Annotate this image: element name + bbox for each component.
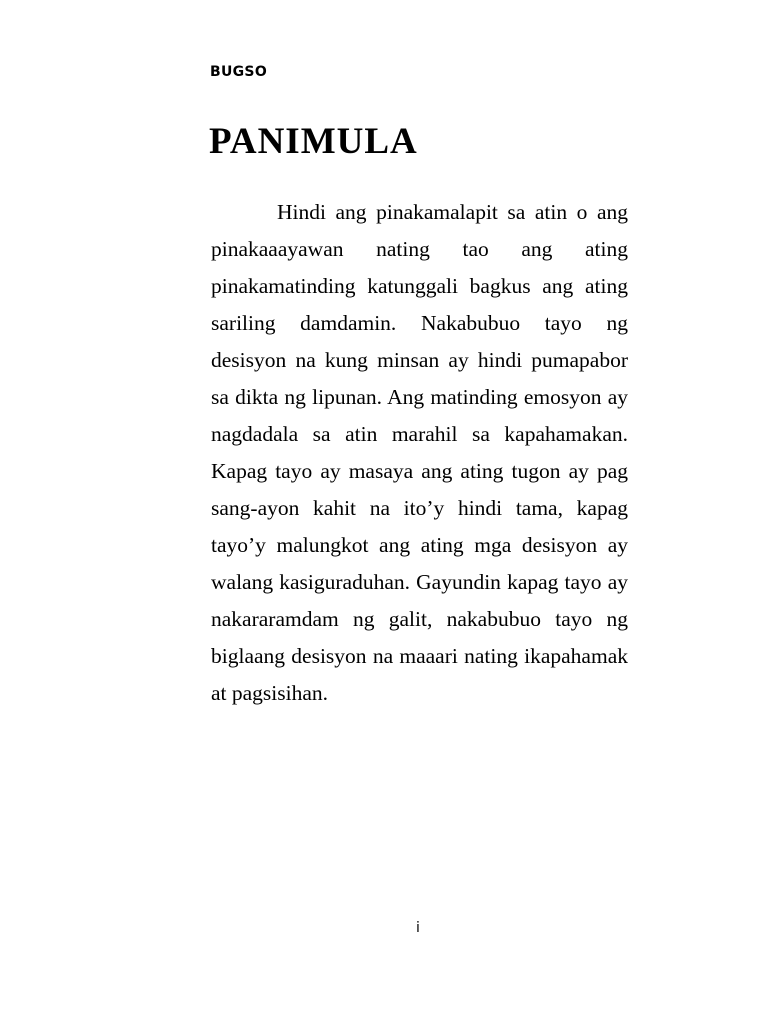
- page-title: PANIMULA: [209, 121, 418, 162]
- page-number: i: [416, 920, 420, 936]
- document-header-label: BUGSO: [210, 64, 268, 80]
- body-paragraph: Hindi ang pinakamalapit sa atin o ang pinakaaayawan nating tao ang ating pinakamatinding katunggali bagkus ang ating sariling damdamin. Nakabubuo tayo ng desisyon na kung minsan ay hindi pumapabor sa dikta ng lipunan. Ang matinding emosyon ay nagdadala sa atin marahil sa kapahamakan. Kapag tayo ay masaya ang ating tugon ay pag sang-ayon kahit na ito’y hindi tama, kapag tayo’y malungkot ang ating mga desisyon ay walang kasiguraduhan. Gayundin kapag tayo ay nakararamdam ng galit, nakabubuo tayo ng biglaang desisyon na maaari nating ikapahamak at pagsisihan.: [211, 200, 628, 705]
